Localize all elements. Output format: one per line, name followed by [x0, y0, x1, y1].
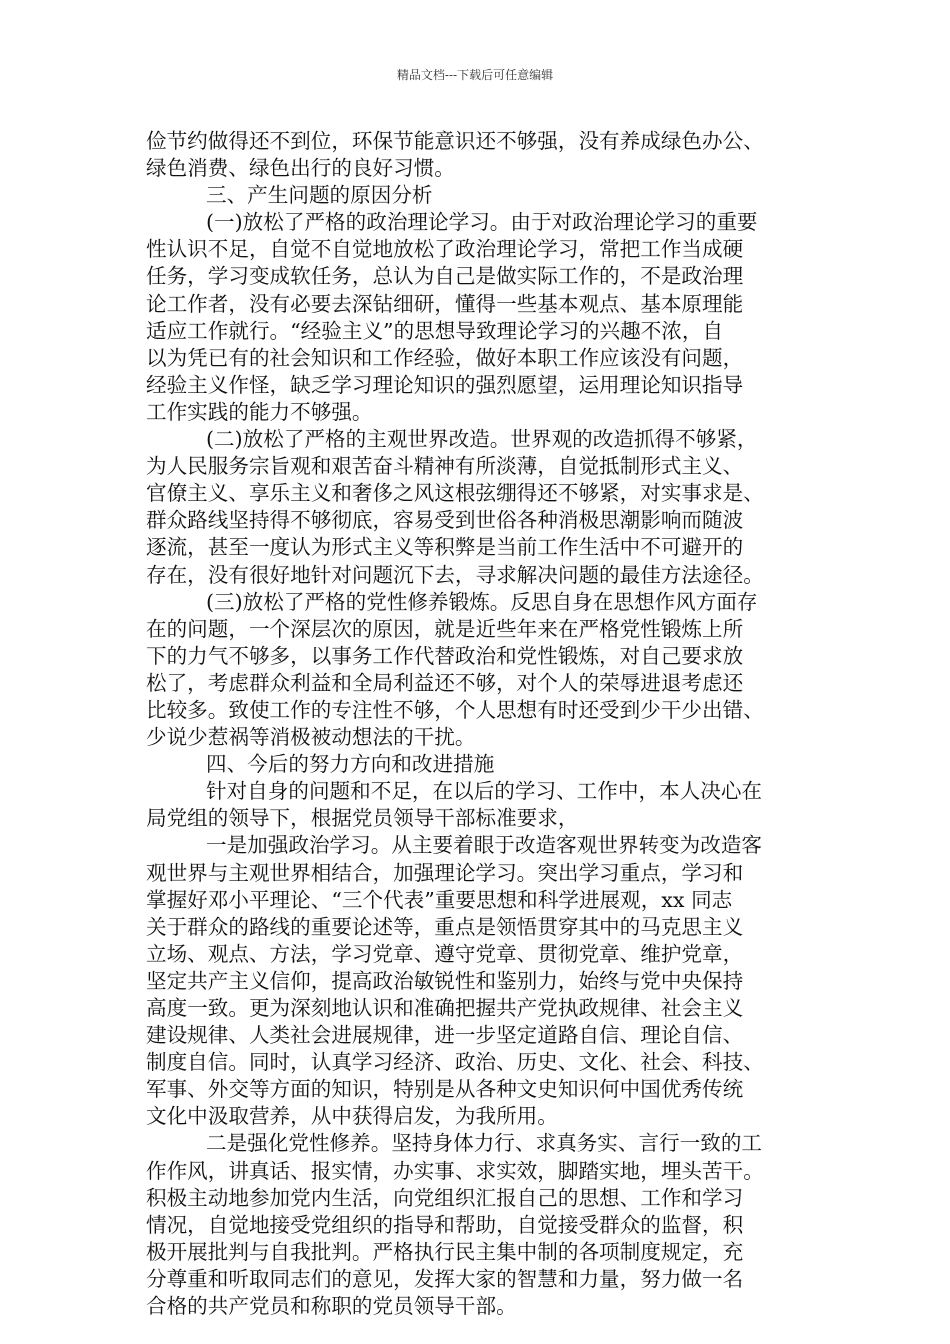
text-line: 一是加强政治学习。从主要着眼于改造客观世界转变为改造客 [206, 833, 763, 858]
text-line: 为人民服务宗旨观和艰苦奋斗精神有所淡薄，自觉抵制形式主义、 [146, 454, 744, 479]
text-line: 工作实践的能力不够强。 [146, 399, 373, 424]
page-header: 精品文档---下载后可任意编辑 [396, 68, 554, 82]
text-line: (一)放松了严格的政治理论学习。由于对政治理论学习的重要 [206, 210, 758, 235]
text-line: 四、今后的努力方向和改进措施 [206, 752, 495, 777]
text-line: 俭节约做得还不到位，环保节能意识还不够强，没有养成绿色办公、 [146, 129, 764, 153]
text-line: 群众路线坚持得不够彻底，容易受到世俗各种消极思潮影响而随波 [146, 508, 744, 533]
text-line: 局党组的领导下，根据党员领导干部标准要求， [146, 806, 579, 831]
text-line: 存在，没有很好地针对问题沉下去，寻求解决问题的最佳方法途径。 [146, 562, 764, 587]
text-line: 论工作者，没有必要去深钻细研，懂得一些基本观点、基本原理能 [146, 291, 744, 316]
text-line: 制度自信。同时，认真学习经济、政治、历史、文化、社会、科技、 [146, 1050, 764, 1075]
text-line: 关于群众的路线的重要论述等，重点是领悟贯穿其中的马克思主义 [146, 914, 744, 939]
text-line: 比较多。致使工作的专注性不够，个人思想有时还受到少干少出错、 [146, 697, 764, 722]
text-line: 掌握好邓小平理论、“三个代表”重要思想和科学进展观，xx 同志 [146, 887, 733, 912]
text-line: 逐流，甚至一度认为形式主义等积弊是当前工作生活中不可避开的 [146, 535, 744, 560]
text-line: 文化中汲取营养，从中获得启发，为我所用。 [146, 1104, 558, 1129]
text-line: 积极主动地参加党内生活，向党组织汇报自己的思想、工作和学习 [146, 1185, 744, 1210]
text-line: 以为凭已有的社会知识和工作经验，做好本职工作应该没有问题， [146, 345, 744, 370]
text-line: 适应工作就行。“经验主义”的思想导致理论学习的兴趣不浓，自 [146, 318, 724, 343]
text-line: 官僚主义、享乐主义和奢侈之风这根弦绷得还不够紧，对实事求是、 [146, 481, 764, 506]
text-line: 经验主义作怪，缺乏学习理论知识的强烈愿望，运用理论知识指导 [146, 372, 744, 397]
text-line: 绿色消费、绿色出行的良好习惯。 [146, 156, 455, 181]
text-line: 情况，自觉地接受党组织的指导和帮助，自觉接受群众的监督，积 [146, 1212, 744, 1237]
text-line: 作作风，讲真话、报实情，办实事、求实效，脚踏实地，埋头苦干。 [146, 1158, 764, 1183]
text-line: 三、产生问题的原因分析 [206, 183, 433, 208]
text-line: 极开展批判与自我批判。严格执行民主集中制的各项制度规定，充 [146, 1239, 744, 1264]
text-line: (二)放松了严格的主观世界改造。世界观的改造抓得不够紧， [206, 427, 758, 452]
text-line: 性认识不足，自觉不自觉地放松了政治理论学习，常把工作当成硬 [146, 237, 744, 262]
text-line: 下的力气不够多，以事务工作代替政治和党性锻炼，对自己要求放 [146, 643, 744, 668]
text-line: 坚定共产主义信仰，提高政治敏锐性和鉴别力，始终与党中央保持 [146, 968, 744, 993]
text-line: 任务，学习变成软任务，总认为自己是做实际工作的，不是政治理 [146, 264, 744, 289]
text-line: 二是强化党性修养。坚持身体力行、求真务实、言行一致的工 [206, 1131, 763, 1156]
text-line: (三)放松了严格的党性修养锻炼。反思自身在思想作风方面存 [206, 589, 758, 614]
text-line: 观世界与主观世界相结合，加强理论学习。突出学习重点，学习和 [146, 860, 744, 885]
text-line: 合格的共产党员和称职的党员领导干部。 [146, 1294, 517, 1319]
text-line: 少说少惹祸等消极被动想法的干扰。 [146, 725, 476, 750]
text-line: 建设规律、人类社会进展规律，进一步坚定道路自信、理论自信、 [146, 1023, 744, 1048]
text-line: 针对自身的问题和不足，在以后的学习、工作中，本人决心在 [206, 779, 763, 804]
text-line: 在的问题，一个深层次的原因，就是近些年来在严格党性锻炼上所 [146, 616, 744, 641]
text-line: 军事、外交等方面的知识，特别是从各种文史知识何中国优秀传统 [146, 1077, 744, 1102]
text-line: 高度一致。更为深刻地认识和准确把握共产党执政规律、社会主义 [146, 996, 744, 1020]
text-line: 松了，考虑群众利益和全局利益还不够，对个人的荣辱进退考虑还 [146, 670, 744, 695]
text-line: 立场、观点、方法，学习党章、遵守党章、贯彻党章、维护党章， [146, 941, 744, 966]
document-body [146, 128, 810, 1320]
text-line: 分尊重和听取同志们的意见，发挥大家的智慧和力量，努力做一名 [146, 1266, 744, 1291]
